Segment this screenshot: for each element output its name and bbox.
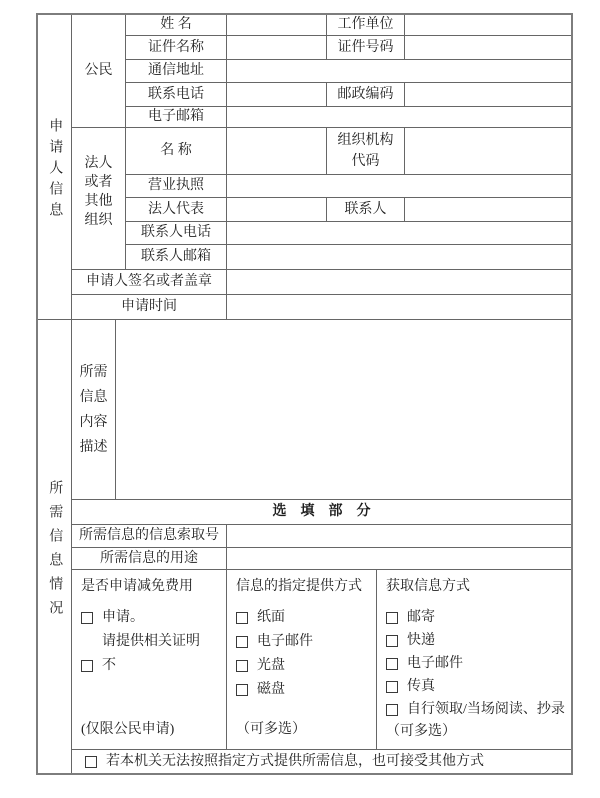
delivery-option-paper-label: 纸面 bbox=[257, 610, 285, 625]
obtain-option-mail-label: 邮寄 bbox=[407, 610, 435, 625]
obtain-option-express-label: 快递 bbox=[407, 633, 435, 648]
delivery-option-disk[interactable] bbox=[236, 678, 370, 702]
fallback-option-row[interactable] bbox=[72, 750, 571, 773]
description-value-cell[interactable] bbox=[116, 320, 571, 500]
checkbox-icon[interactable] bbox=[236, 636, 248, 648]
id-type-label: 证件名称 bbox=[126, 36, 227, 60]
description-label bbox=[72, 320, 116, 500]
obtain-option-express[interactable] bbox=[386, 629, 565, 652]
obtain-method-column bbox=[377, 570, 571, 750]
delivery-option-paper[interactable] bbox=[236, 606, 370, 630]
name-value-cell[interactable] bbox=[227, 15, 327, 36]
checkbox-icon[interactable] bbox=[236, 660, 248, 672]
org-name-value-cell[interactable] bbox=[227, 128, 327, 175]
required-info-side-label bbox=[38, 320, 72, 773]
org-code-value-cell[interactable] bbox=[405, 128, 571, 175]
obtain-option-selfpickup[interactable] bbox=[386, 698, 565, 721]
legal-org-group-text: 法人或者其他组织 bbox=[84, 155, 113, 228]
contact-email-label: 联系人邮箱 bbox=[126, 245, 227, 270]
legal-org-group-label bbox=[72, 128, 126, 270]
work-unit-label: 工作单位 bbox=[327, 15, 405, 36]
fee-no-option[interactable] bbox=[81, 654, 220, 678]
contact-phone-value-cell[interactable] bbox=[227, 222, 571, 245]
postal-code-label: 邮政编码 bbox=[327, 83, 405, 107]
obtain-option-email[interactable] bbox=[386, 652, 565, 675]
checkbox-icon[interactable] bbox=[386, 612, 398, 624]
checkbox-icon[interactable] bbox=[386, 704, 398, 716]
checkbox-icon[interactable] bbox=[81, 660, 93, 672]
contact-person-label: 联系人 bbox=[327, 198, 405, 222]
citizen-group-label: 公民 bbox=[72, 15, 126, 128]
delivery-option-cd-label: 光盘 bbox=[257, 658, 285, 673]
checkbox-icon[interactable] bbox=[386, 635, 398, 647]
delivery-option-email[interactable] bbox=[236, 630, 370, 654]
obtain-option-mail[interactable] bbox=[386, 606, 565, 629]
postal-code-value-cell[interactable] bbox=[405, 83, 571, 107]
org-code-label bbox=[327, 128, 405, 175]
legal-rep-label: 法人代表 bbox=[126, 198, 227, 222]
contact-phone-label: 联系人电话 bbox=[126, 222, 227, 245]
fee-apply-option-label: 申请。 bbox=[102, 610, 144, 625]
obtain-footnote: （可多选） bbox=[386, 724, 456, 739]
business-license-label: 营业执照 bbox=[126, 175, 227, 198]
applicant-side-text: 申请人信息 bbox=[47, 118, 63, 223]
obtain-method-header: 获取信息方式 bbox=[386, 579, 470, 594]
index-number-value-cell[interactable] bbox=[227, 525, 571, 548]
email-value-cell[interactable] bbox=[227, 107, 571, 128]
description-label-text: 所需信息内容描述 bbox=[79, 364, 108, 455]
delivery-option-email-label: 电子邮件 bbox=[257, 634, 313, 649]
checkbox-icon[interactable] bbox=[386, 658, 398, 670]
work-unit-value-cell[interactable] bbox=[405, 15, 571, 36]
obtain-option-fax-label: 传真 bbox=[407, 679, 435, 694]
purpose-label: 所需信息的用途 bbox=[72, 548, 227, 570]
fallback-option-label: 若本机关无法按照指定方式提供所需信息，也可接受其他方式 bbox=[106, 753, 484, 769]
required-info-side-text: 所需信息情况 bbox=[47, 479, 63, 624]
address-value-cell[interactable] bbox=[227, 60, 571, 83]
org-name-label: 名 称 bbox=[126, 128, 227, 175]
index-number-label: 所需信息的信息索取号 bbox=[72, 525, 227, 548]
delivery-method-column bbox=[227, 570, 377, 750]
optional-section-header-text: 选填部分 bbox=[272, 504, 385, 520]
phone-label: 联系电话 bbox=[126, 83, 227, 107]
delivery-option-cd[interactable] bbox=[236, 654, 370, 678]
fee-apply-option[interactable] bbox=[81, 606, 220, 630]
apply-date-value-cell[interactable] bbox=[227, 295, 571, 320]
fee-waiver-header: 是否申请减免费用 bbox=[81, 579, 193, 594]
id-number-value-cell[interactable] bbox=[405, 36, 571, 60]
signature-label: 申请人签名或者盖章 bbox=[72, 270, 227, 295]
id-number-label: 证件号码 bbox=[327, 36, 405, 60]
delivery-option-disk-label: 磁盘 bbox=[257, 682, 285, 697]
obtain-option-email-label: 电子邮件 bbox=[407, 656, 463, 671]
fee-apply-note: 请提供相关证明 bbox=[102, 634, 200, 649]
fee-waiver-column bbox=[72, 570, 227, 750]
applicant-section-side-label bbox=[38, 15, 72, 320]
business-license-value-cell[interactable] bbox=[227, 175, 571, 198]
purpose-value-cell[interactable] bbox=[227, 548, 571, 570]
checkbox-icon[interactable] bbox=[85, 756, 97, 768]
checkbox-icon[interactable] bbox=[81, 612, 93, 624]
obtain-option-fax[interactable] bbox=[386, 675, 565, 698]
contact-email-value-cell[interactable] bbox=[227, 245, 571, 270]
checkbox-icon[interactable] bbox=[236, 612, 248, 624]
delivery-method-header: 信息的指定提供方式 bbox=[236, 579, 362, 594]
optional-section-header bbox=[72, 500, 571, 525]
obtain-option-selfpickup-label: 自行领取/当场阅读、抄录 bbox=[407, 702, 565, 717]
legal-rep-value-cell[interactable] bbox=[227, 198, 327, 222]
phone-value-cell[interactable] bbox=[227, 83, 327, 107]
signature-value-cell[interactable] bbox=[227, 270, 571, 295]
name-label: 姓 名 bbox=[126, 15, 227, 36]
fee-no-option-label: 不 bbox=[102, 658, 116, 673]
apply-date-label: 申请时间 bbox=[72, 295, 227, 320]
contact-person-value-cell[interactable] bbox=[405, 198, 571, 222]
address-label: 通信地址 bbox=[126, 60, 227, 83]
checkbox-icon[interactable] bbox=[386, 681, 398, 693]
email-label: 电子邮箱 bbox=[126, 107, 227, 128]
org-code-label-text: 组织机构代码 bbox=[337, 133, 394, 169]
id-type-value-cell[interactable] bbox=[227, 36, 327, 60]
checkbox-icon[interactable] bbox=[236, 684, 248, 696]
delivery-footnote: （可多选） bbox=[236, 722, 306, 737]
application-form-table bbox=[36, 13, 573, 775]
fee-footnote: (仅限公民申请) bbox=[81, 722, 175, 737]
